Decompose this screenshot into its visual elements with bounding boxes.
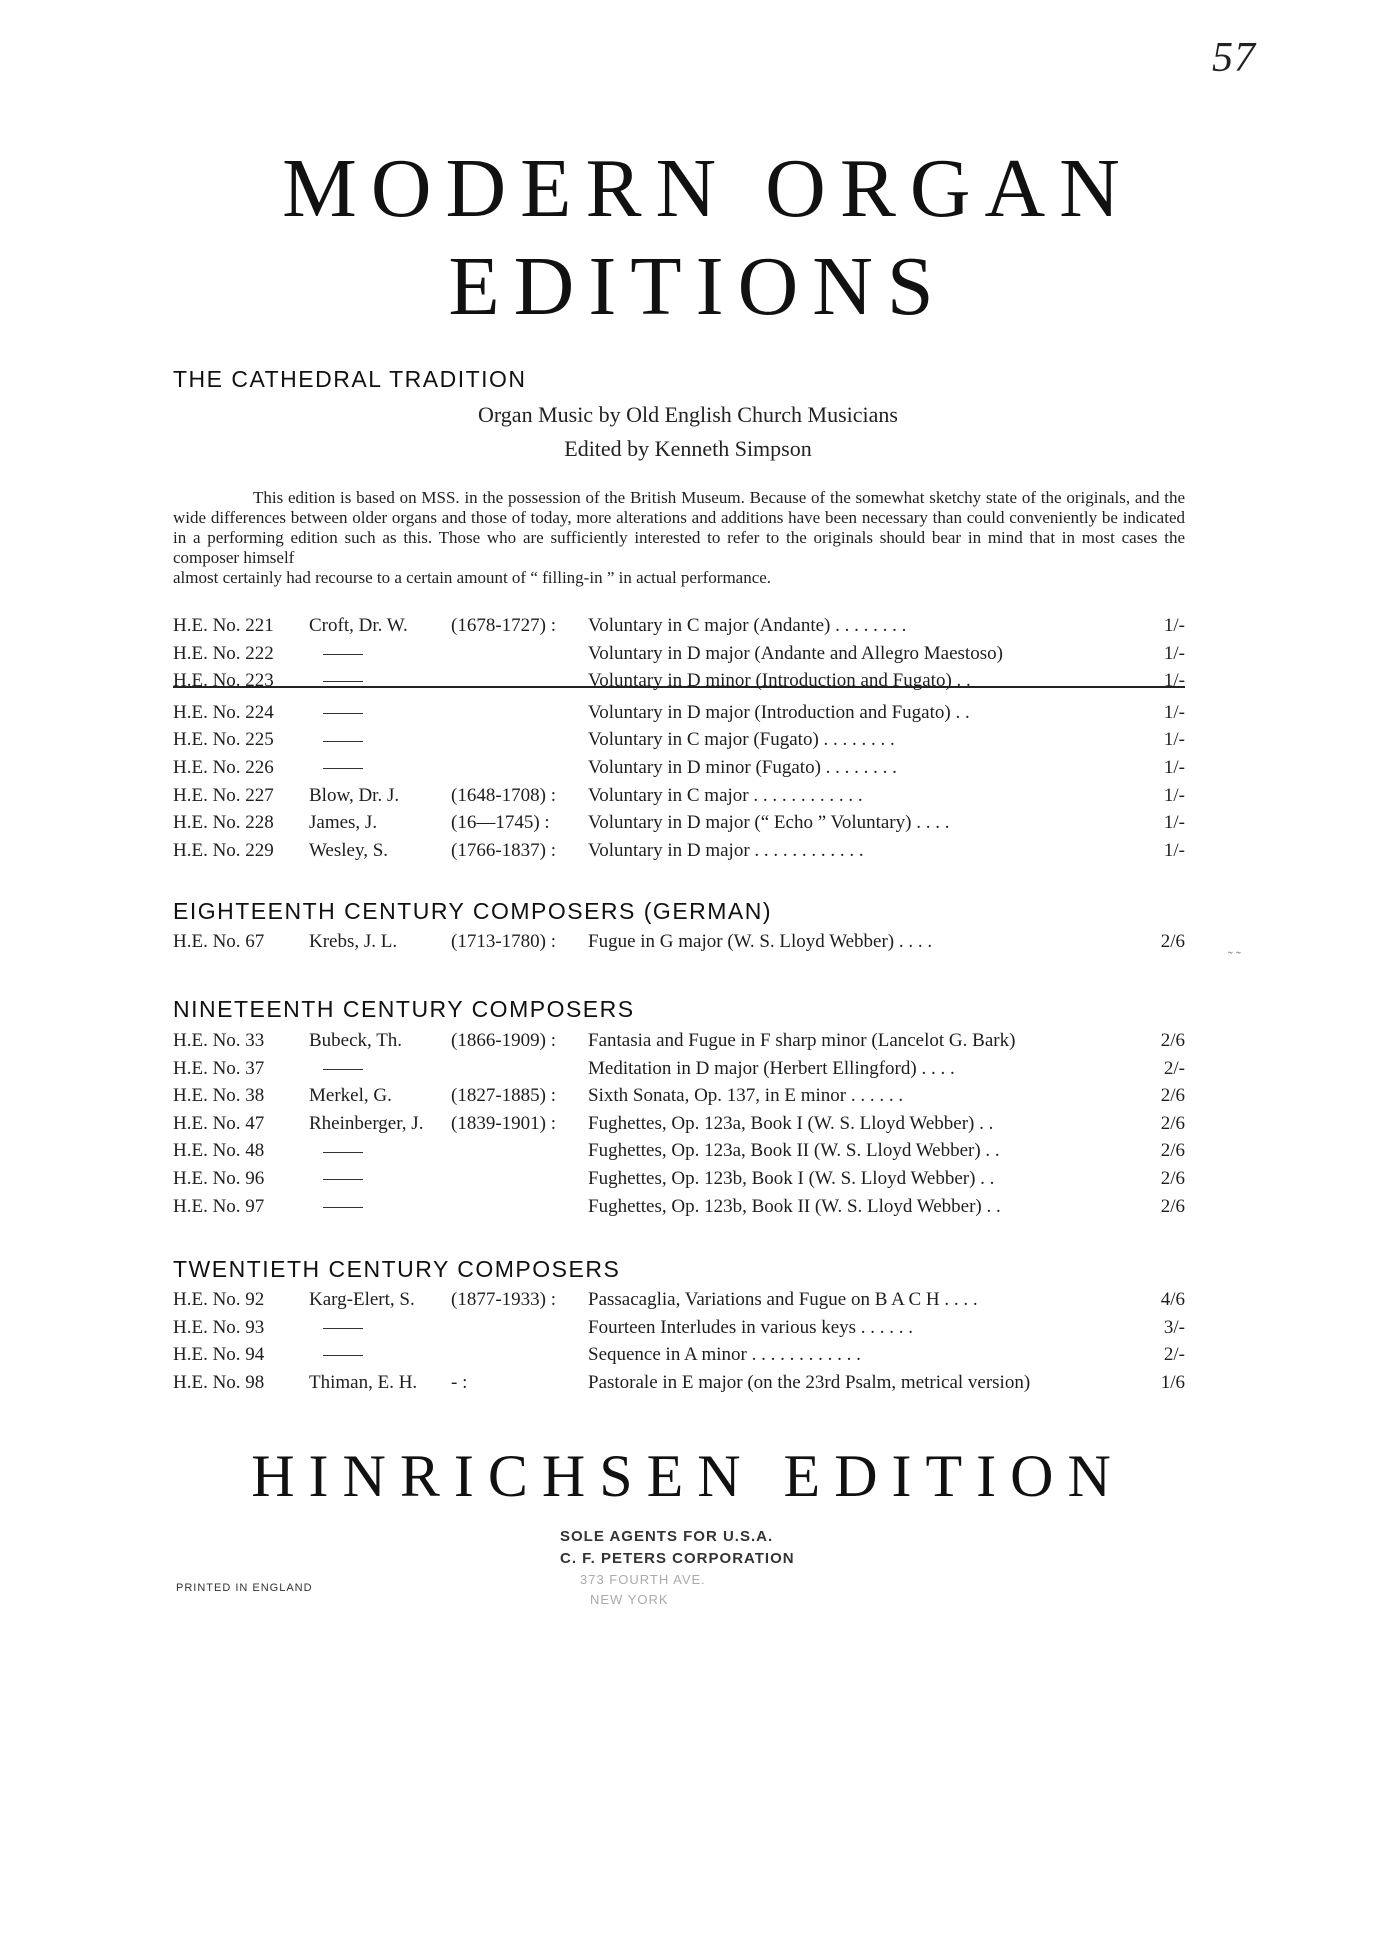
ditto-dash <box>323 1179 363 1180</box>
composer <box>309 1055 363 1083</box>
composer <box>309 1137 363 1165</box>
composer <box>309 726 363 754</box>
work-title: Fughettes, Op. 123b, Book I (W. S. Lloyd Webber) . . <box>588 1168 995 1189</box>
composer-dates: (1766-1837) : <box>451 839 557 861</box>
catalog-row <box>173 1055 1185 1083</box>
catalog-row <box>173 754 1185 782</box>
catalog-row <box>173 1286 1185 1314</box>
composer <box>309 1341 363 1369</box>
catalog-number: H.E. No. 38 <box>173 1085 265 1107</box>
work-title: Voluntary in C major . . . . . . . . . . . . <box>588 784 863 806</box>
work-title: Fourteen Interludes in various keys . . . . . . <box>588 1316 914 1338</box>
catalog-number: H.E. No. 226 <box>173 757 274 778</box>
work-title: Fughettes, Op. 123a, Book II (W. S. Lloyd Webber) . . <box>588 1140 1000 1162</box>
intro-paragraph-last: almost certainly had recourse to a certain amount of “ filling-in ” in actual performance. <box>173 568 772 587</box>
composer: Thiman, E. H. <box>309 1371 418 1393</box>
page-number: 57 <box>1212 35 1256 81</box>
catalog-number: H.E. No. 98 <box>173 1371 265 1393</box>
composer <box>309 640 363 668</box>
catalog-number: H.E. No. 93 <box>173 1316 265 1338</box>
catalog-row <box>173 1137 1185 1165</box>
composer: Krebs, J. L. <box>309 931 398 952</box>
work-title: Sixth Sonata, Op. 137, in E minor . . . . . . <box>588 1085 904 1107</box>
ditto-dash <box>323 768 363 769</box>
catalog-row <box>173 1165 1185 1193</box>
composer-dates: (1877-1933) : <box>451 1289 557 1310</box>
work-title: Voluntary in D major (Andante and Allegro Maestoso) <box>588 642 1003 664</box>
agents-line2: C. F. PETERS CORPORATION <box>560 1550 795 1567</box>
price: 1/- <box>1163 757 1185 778</box>
catalog-row <box>173 699 1185 727</box>
ditto-dash <box>323 1207 363 1208</box>
composer <box>309 1193 363 1221</box>
catalog-row <box>173 612 1185 640</box>
composer-dates: (1839-1901) : <box>451 1112 557 1134</box>
catalog-number: H.E. No. 33 <box>173 1030 265 1051</box>
composer-dates: - : <box>451 1371 468 1393</box>
price: 2/6 <box>1160 1112 1185 1134</box>
price: 3/- <box>1163 1316 1185 1338</box>
price: 1/- <box>1163 729 1185 751</box>
catalog-row <box>173 1314 1185 1342</box>
composer <box>309 1314 363 1342</box>
catalog-number: H.E. No. 92 <box>173 1289 265 1310</box>
catalog-number: H.E. No. 223 <box>173 670 274 692</box>
work-title: Voluntary in D minor (Fugato) . . . . . . . . <box>588 757 897 778</box>
catalog-row <box>173 928 1185 956</box>
ditto-dash <box>323 681 363 682</box>
price: 1/6 <box>1160 1371 1185 1393</box>
section-heading-cathedral: THE CATHEDRAL TRADITION <box>173 366 527 392</box>
ditto-dash <box>323 654 363 655</box>
work-title: Fugue in G major (W. S. Lloyd Webber) . . . . <box>588 931 933 952</box>
price: 1/- <box>1163 784 1185 806</box>
work-title: Fughettes, Op. 123b, Book II (W. S. Lloyd Webber) . . <box>588 1195 1001 1217</box>
catalog-number: H.E. No. 97 <box>173 1195 265 1217</box>
price: 1/- <box>1163 642 1185 664</box>
margin-mark: ˜ ˜ <box>1228 950 1241 965</box>
work-title: Sequence in A minor . . . . . . . . . . . . <box>588 1344 861 1366</box>
price: 1/- <box>1163 615 1185 636</box>
price: 2/- <box>1163 1344 1185 1366</box>
catalog-row <box>173 1193 1185 1221</box>
divider-rule <box>173 686 1185 688</box>
catalog-row <box>173 640 1185 668</box>
work-title: Voluntary in C major (Andante) . . . . . . . . <box>588 615 907 636</box>
catalog-number: H.E. No. 224 <box>173 701 274 723</box>
printed-in-england: PRINTED IN ENGLAND <box>176 1582 313 1594</box>
price: 4/6 <box>1160 1289 1185 1310</box>
agents-line3: 373 FOURTH AVE. <box>580 1572 706 1587</box>
price: 2/6 <box>1160 1140 1185 1162</box>
catalog-row <box>173 782 1185 810</box>
composer <box>309 699 363 727</box>
subtitle-editor: Edited by Kenneth Simpson <box>564 436 812 461</box>
ditto-dash <box>323 1355 363 1356</box>
composer: Wesley, S. <box>309 839 389 861</box>
ditto-dash <box>323 1328 363 1329</box>
section-heading-twentieth: TWENTIETH CENTURY COMPOSERS <box>173 1256 621 1282</box>
composer-dates: (1713-1780) : <box>451 931 557 952</box>
catalog-number: H.E. No. 228 <box>173 812 274 834</box>
main-title-line1: MODERN ORGAN <box>282 142 1134 235</box>
catalog-number: H.E. No. 48 <box>173 1140 265 1162</box>
price: 2/- <box>1163 1057 1185 1079</box>
price: 2/6 <box>1160 1168 1185 1189</box>
main-title-line2: EDITIONS <box>448 240 948 333</box>
catalog-row <box>173 809 1185 837</box>
composer-dates: (1678-1727) : <box>451 615 557 636</box>
work-title: Meditation in D major (Herbert Ellingford) . . . . <box>588 1057 955 1079</box>
catalog-number: H.E. No. 96 <box>173 1168 265 1189</box>
catalog-number: H.E. No. 37 <box>173 1057 265 1079</box>
composer-dates: (1827-1885) : <box>451 1085 557 1107</box>
price: 1/- <box>1163 812 1185 834</box>
work-title: Voluntary in D major (Introduction and Fugato) . . <box>588 701 970 723</box>
catalog-number: H.E. No. 229 <box>173 839 274 861</box>
ditto-dash <box>323 1069 363 1070</box>
work-title: Passacaglia, Variations and Fugue on B A C H . . . . <box>588 1289 978 1310</box>
section-heading-nineteenth: NINETEENTH CENTURY COMPOSERS <box>173 996 635 1022</box>
composer: Bubeck, Th. <box>309 1030 403 1051</box>
catalog-number: H.E. No. 225 <box>173 729 274 751</box>
work-title: Fantasia and Fugue in F sharp minor (Lancelot G. Bark) <box>588 1030 1016 1051</box>
work-title: Voluntary in D major . . . . . . . . . . . . <box>588 839 864 861</box>
catalog-row <box>173 667 1185 695</box>
composer <box>309 754 363 782</box>
catalog-row <box>173 1341 1185 1369</box>
work-title: Voluntary in D major (“ Echo ” Voluntary) . . . . <box>588 812 950 834</box>
agents-line1: SOLE AGENTS FOR U.S.A. <box>560 1528 774 1545</box>
publisher-name: HINRICHSEN EDITION <box>251 1443 1125 1509</box>
composer-dates: (1648-1708) : <box>451 784 557 806</box>
price: 2/6 <box>1160 1195 1185 1217</box>
price: 2/6 <box>1160 1030 1185 1051</box>
agents-line4: NEW YORK <box>590 1592 669 1607</box>
work-title: Pastorale in E major (on the 23rd Psalm, metrical version) <box>588 1371 1031 1393</box>
price: 1/- <box>1163 670 1185 692</box>
work-title: Fughettes, Op. 123a, Book I (W. S. Lloyd Webber) . . <box>588 1112 994 1134</box>
intro-paragraph: This edition is based on MSS. in the possession of the British Museum. Because of the somewhat sketchy state of the originals, and the wide differences between older organs and those of today, more alterations and additions have been necessary than could conveniently be indicated in a performing edition such as this. Those who are sufficiently interested to refer to the originals should bear in mind that in most cases the composer himself <box>173 488 1185 567</box>
catalog-row <box>173 726 1185 754</box>
ditto-dash <box>323 713 363 714</box>
composer: Karg-Elert, S. <box>309 1289 415 1310</box>
work-title: Voluntary in D minor (Introduction and Fugato) . . <box>588 670 971 692</box>
catalog-number: H.E. No. 67 <box>173 931 265 952</box>
work-title: Voluntary in C major (Fugato) . . . . . . . . <box>588 729 895 751</box>
ditto-dash <box>323 1152 363 1153</box>
composer <box>309 1165 363 1193</box>
catalog-number: H.E. No. 221 <box>173 615 274 636</box>
catalog-number: H.E. No. 47 <box>173 1112 265 1134</box>
catalog-row <box>173 1110 1185 1138</box>
ditto-dash <box>323 741 363 742</box>
subtitle-organ-music: Organ Music by Old English Church Musicians <box>477 402 898 427</box>
catalog-row <box>173 1027 1185 1055</box>
composer <box>309 667 363 695</box>
catalog-row <box>173 837 1185 865</box>
price: 1/- <box>1163 839 1185 861</box>
catalog-number: H.E. No. 227 <box>173 784 274 806</box>
catalog-number: H.E. No. 222 <box>173 642 274 664</box>
composer: Croft, Dr. W. <box>309 615 408 636</box>
catalog-row <box>173 1082 1185 1110</box>
composer: Rheinberger, J. <box>309 1112 424 1134</box>
catalog-row <box>173 1369 1185 1397</box>
price: 2/6 <box>1160 931 1185 952</box>
composer-dates: (1866-1909) : <box>451 1030 557 1051</box>
price: 1/- <box>1163 701 1185 723</box>
composer: Blow, Dr. J. <box>309 784 400 806</box>
composer: Merkel, G. <box>309 1085 392 1107</box>
catalog-number: H.E. No. 94 <box>173 1344 265 1366</box>
composer: James, J. <box>309 812 378 834</box>
price: 2/6 <box>1160 1085 1185 1107</box>
section-heading-german: EIGHTEENTH CENTURY COMPOSERS (GERMAN) <box>173 898 773 924</box>
composer-dates: (16—1745) : <box>451 812 550 834</box>
